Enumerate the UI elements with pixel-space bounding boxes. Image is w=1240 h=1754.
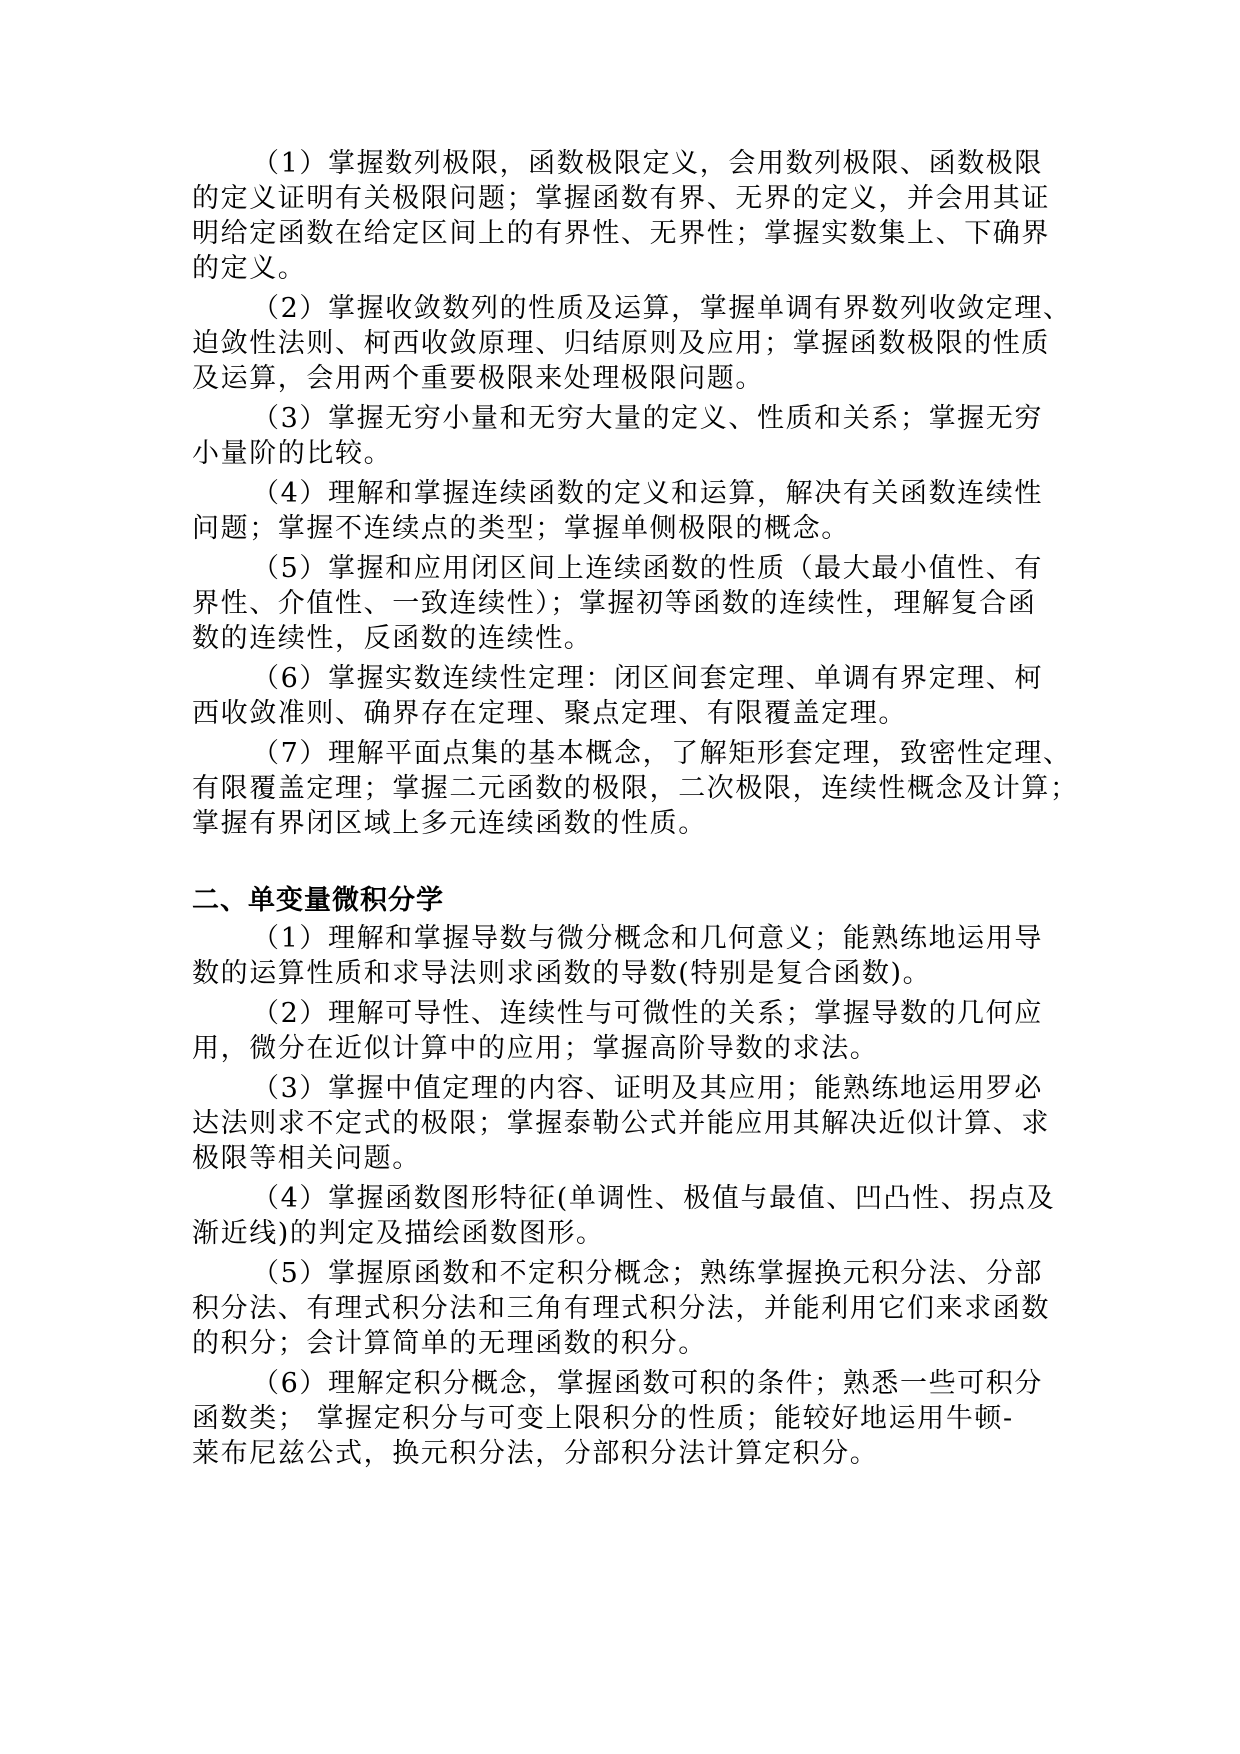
document-page [192,146,1079,1476]
paragraph-line: 的定义。 [192,253,307,284]
paragraph-1-2 [192,291,1072,396]
paragraph-line: （3）掌握无穷小量和无穷大量的定义、性质和关系；掌握无穷 [252,403,1043,434]
section-limits-continuity [192,146,1079,841]
paragraph-line: 积分法、有理式积分法和三角有理式积分法，并能利用它们来求函数 [192,1293,1050,1324]
paragraph-1-3 [192,401,1052,471]
paragraph-2-6 [192,1366,1052,1471]
paragraph-2-1 [192,921,1052,991]
paragraph-line: 数的连续性，反函数的连续性。 [192,623,593,654]
section-single-variable-calculus [192,883,1056,1471]
paragraph-line: 极限等相关问题。 [192,1143,421,1174]
section-heading: 二、单变量微积分学 [192,885,444,916]
paragraph-line: 渐近线)的判定及描绘函数图形。 [192,1218,605,1249]
paragraph-line: （6）理解定积分概念，掌握函数可积的条件；熟悉一些可积分 [252,1368,1043,1399]
paragraph-line: 问题；掌握不连续点的类型；掌握单侧极限的概念。 [192,513,850,544]
paragraph-line: （5）掌握和应用闭区间上连续函数的性质（最大最小值性、有 [252,553,1043,584]
paragraph-line: 明给定函数在给定区间上的有界性、无界性；掌握实数集上、下确界 [192,218,1050,249]
paragraph-line: （2）理解可导性、连续性与可微性的关系；掌握导数的几何应 [252,998,1043,1029]
paragraph-2-3 [192,1071,1052,1176]
paragraph-line: 数的运算性质和求导法则求函数的导数(特别是复合函数)。 [192,958,932,989]
paragraph-line: 的积分；会计算简单的无理函数的积分。 [192,1328,707,1359]
paragraph-line: 的定义证明有关极限问题；掌握函数有界、无界的定义，并会用其证 [192,183,1050,214]
paragraph-1-5 [192,551,1052,656]
paragraph-line: （1）掌握数列极限，函数极限定义，会用数列极限、函数极限 [252,148,1043,179]
paragraph-1-4 [192,476,1052,546]
paragraph-line: 有限覆盖定理；掌握二元函数的极限，二次极限，连续性概念及计算； [192,773,1079,804]
paragraph-2-2 [192,996,1052,1066]
paragraph-1-7 [192,736,1079,841]
paragraph-line: 达法则求不定式的极限；掌握泰勒公式并能应用其解决近似计算、求 [192,1108,1050,1139]
paragraph-line: 莱布尼兹公式，换元积分法，分部积分法计算定积分。 [192,1438,879,1469]
paragraph-line: （7）理解平面点集的基本概念，了解矩形套定理，致密性定理、 [252,738,1072,769]
paragraph-1-1 [192,146,1052,286]
paragraph-line: 迫敛性法则、柯西收敛原理、归结原则及应用；掌握函数极限的性质 [192,328,1050,359]
paragraph-line: （2）掌握收敛数列的性质及运算，掌握单调有界数列收敛定理、 [252,293,1072,324]
paragraph-2-5 [192,1256,1052,1361]
paragraph-line: 小量阶的比较。 [192,438,393,469]
paragraph-line: （4）掌握函数图形特征(单调性、极值与最值、凹凸性、拐点及 [252,1183,1056,1214]
paragraph-line: 界性、介值性、一致连续性）；掌握初等函数的连续性，理解复合函 [192,588,1037,619]
paragraph-line: 西收敛准则、确界存在定理、聚点定理、有限覆盖定理。 [192,698,907,729]
paragraph-line: （1）理解和掌握导数与微分概念和几何意义；能熟练地运用导 [252,923,1043,954]
paragraph-line: （6）掌握实数连续性定理：闭区间套定理、单调有界定理、柯 [252,663,1043,694]
paragraph-line: （5）掌握原函数和不定积分概念；熟练掌握换元积分法、分部 [252,1258,1043,1289]
paragraph-line: 函数类； 掌握定积分与可变上限积分的性质；能较好地运用牛顿- [192,1403,1014,1434]
paragraph-line: 及运算，会用两个重要极限来处理极限问题。 [192,363,764,394]
paragraph-line: 掌握有界闭区域上多元连续函数的性质。 [192,808,707,839]
paragraph-line: （4）理解和掌握连续函数的定义和运算，解决有关函数连续性 [252,478,1043,509]
paragraph-1-6 [192,661,1052,731]
paragraph-line: 用，微分在近似计算中的应用；掌握高阶导数的求法。 [192,1033,879,1064]
paragraph-2-4 [192,1181,1056,1251]
paragraph-line: （3）掌握中值定理的内容、证明及其应用；能熟练地运用罗必 [252,1073,1043,1104]
